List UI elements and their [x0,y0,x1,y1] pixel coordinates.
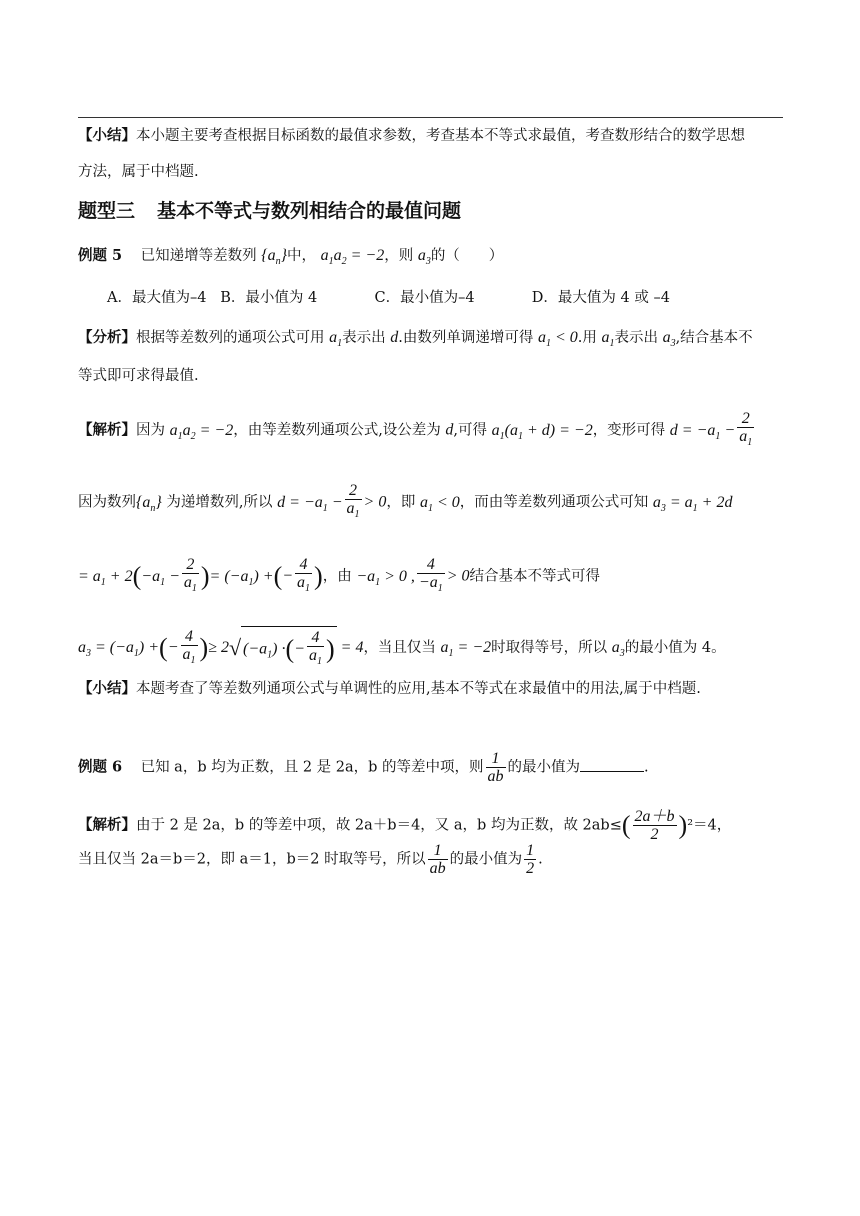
example-5-options [107,288,670,308]
answer-blank[interactable] [580,771,644,772]
example-6-solution-line-1: 【解析】由于 2 是 2a，b 的等差中项，故 2a＋b＝4，又 a，b 均为正数，故 2ab≤( $\frac{2a+b}{2}$ )²＝4， [78,808,732,843]
example-5-solution-line-2: 因为数列$\{a_n\}$ 为递增数列,所以 $d = -a_1$ − $\frac{2}{a_1}$ > 0，即 $a_1 < 0$，而由等差数列通项公式可知 $a_3 = a_1 + 2d$ [78,482,733,521]
example-6-question: 例题 6 已知 a，b 均为正数，且 2 是 2a，b 的等差中项，则 $\frac{1}{ab}$ 的最小值为 . [78,750,649,785]
section-title: 题型三 基本不等式与数列相结合的最值问题 [78,200,462,222]
option-c[interactable]: C．最小值为–4 [374,290,475,306]
example-5-solution-line-1: 【解析】因为 $a_1a_2 = -2$，由等差数列通项公式,设公差为 d,可得 $a_1(a_1 + d) = -2$，变形可得 $d = -a_1$ − $\frac{2}{a_1}$ [78,410,753,449]
summary-1-line-1 [78,126,745,146]
math-a1a2: $a_1a_2 = -2$ [320,247,385,268]
math-a3: $a_3$ [417,247,431,268]
example-6-tag: 例题 6 [78,758,123,776]
example-5-question: 例题 5 已知递增等差数列 $\{a_n\}$中， $a_1a_2 = -2$，则 $a_3$的（ ） [78,247,504,268]
example-5-tag: 例题 5 [78,247,123,264]
example-5-analysis-line-1: 【分析】根据等差数列的通项公式可用 $a_1$表示出 d.由数列单调递增可得 $a_1 < 0$.用 $a_1$表示出 $a_3$,结合基本不 [78,329,753,350]
summary-1-line-2: 方法，属于中档题. [78,164,199,180]
header-rule [78,117,783,118]
option-d[interactable]: D．最大值为 4 或 –4 [531,290,670,306]
example-5-solution-line-4: $a_3 = (-a_1)$ +(− $\frac{4}{a_1}$ )≥ 2√ $(-a_1)$ ·(− $\frac{4}{a_1}$ ) = 4，当且仅当 $a_1 = -2$时取得等号，所以 $a_3$的最小值为 4。 [78,626,726,670]
option-a[interactable]: A．最大值为–4 [107,290,207,306]
example-5-analysis-line-2: 等式即可求得最值. [78,368,199,384]
summary-text: 本小题主要考查根据目标函数的最值求参数，考查基本不等式求最值，考查数形结合的数学思想 [136,128,745,144]
option-b[interactable]: B．最小值为 4 [220,290,318,306]
summary-tag: 【小结】 [78,127,136,144]
example-5-summary: 【小结】本题考查了等差数列通项公式与单调性的应用,基本不等式在求最值中的用法,属于中档题. [78,680,701,697]
math-seq-an: $\{a_n\}$ [261,247,287,268]
example-5-solution-line-3: = $a_1 + 2(-a_1$ − $\frac{2}{a_1}$ )= $(-a_1)$ +(− $\frac{4}{a_1}$ )，由 $-a_1 > 0$ , $\frac{4}{-a_1}$ > 0结合基本不等式可得 [78,556,601,595]
example-6-solution-line-2: 当且仅当 2a＝b＝2，即 a＝1，b＝2 时取等号，所以 $\frac{1}{ab}$ 的最小值为 $\frac{1}{2}$ . [78,842,543,877]
